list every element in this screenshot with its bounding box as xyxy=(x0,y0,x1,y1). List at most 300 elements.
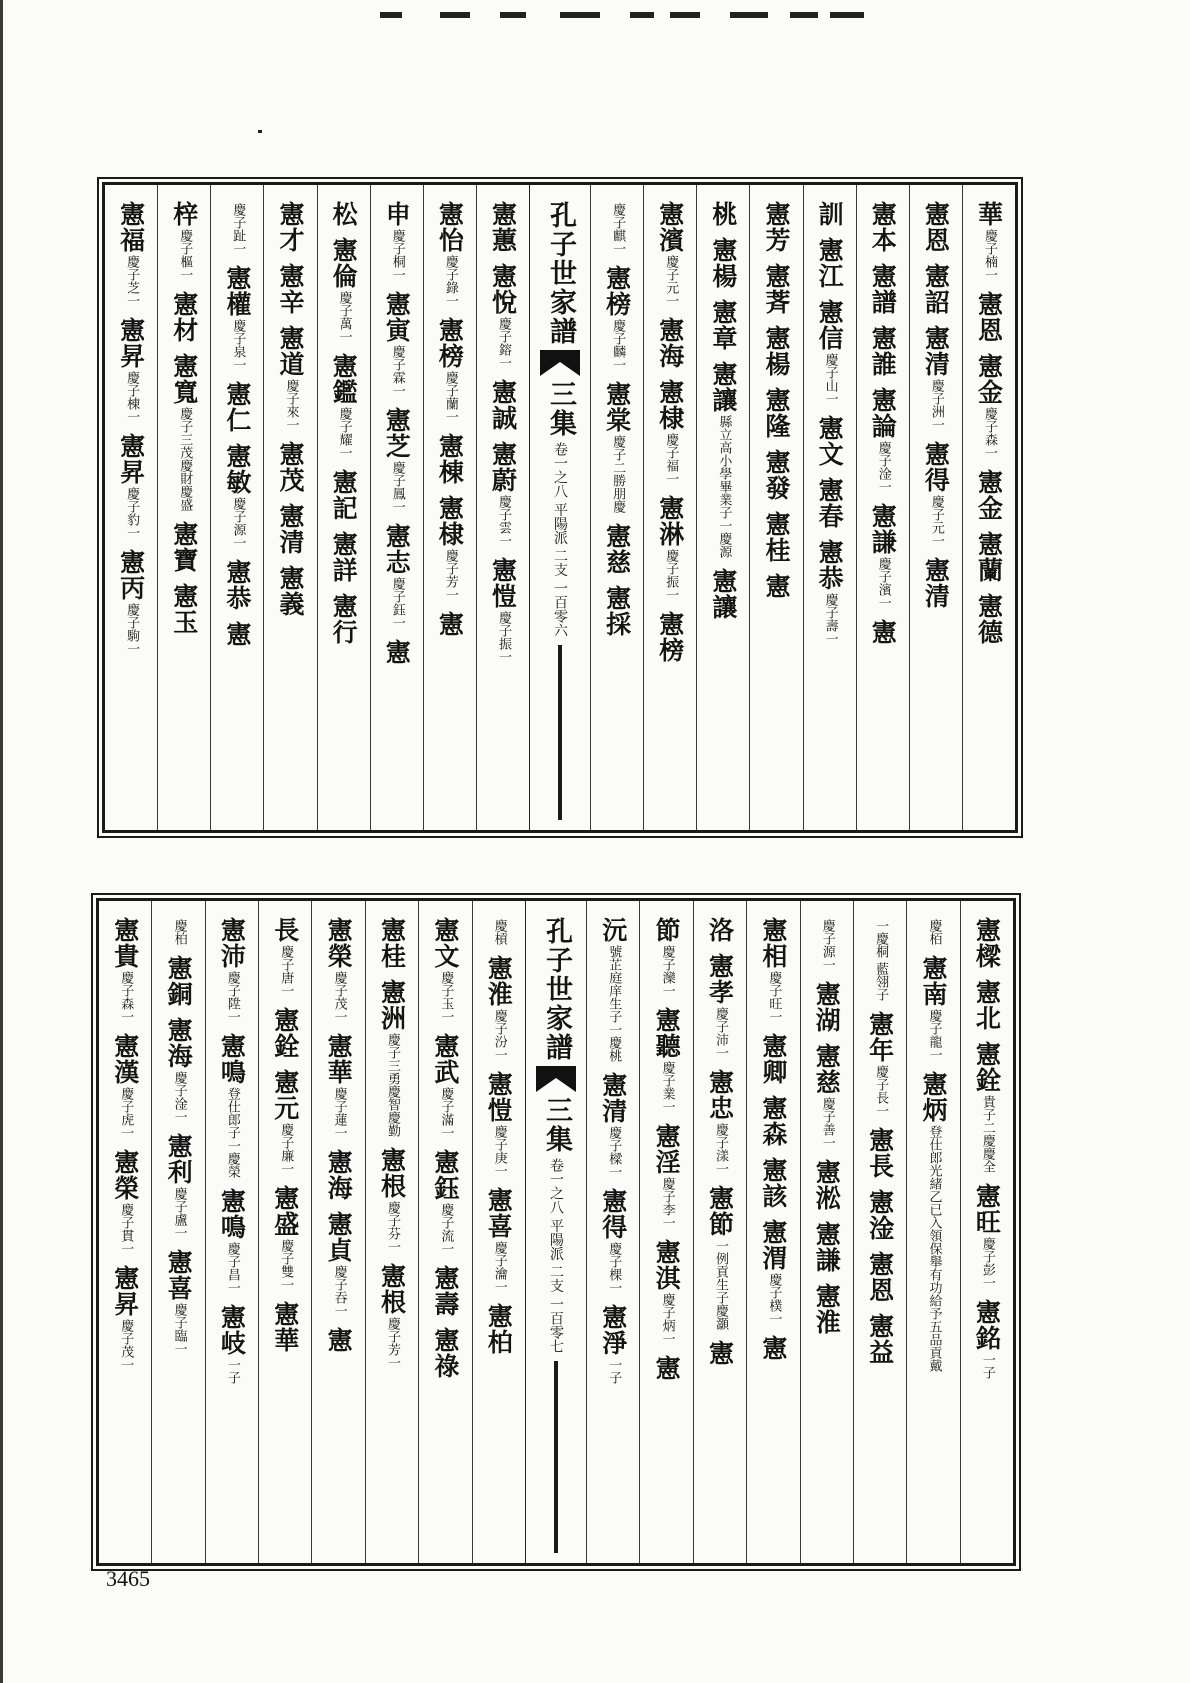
genealogy-entry xyxy=(111,1149,140,1255)
descendant-note: 慶子廉一 xyxy=(278,1123,294,1175)
person-name: 憲該 xyxy=(758,1157,788,1209)
genealogy-entry xyxy=(117,317,146,423)
person-name: 憲 xyxy=(382,639,412,665)
person-name: 憲清 xyxy=(921,325,951,377)
genealogy-column xyxy=(263,185,316,830)
descendant-note: 一例貢生子慶灝 xyxy=(713,1239,729,1330)
genealogy-entry xyxy=(709,361,738,558)
genealogy-column xyxy=(418,901,471,1563)
genealogy-entry xyxy=(972,979,1001,1031)
descendant-note: 慶子趾一 xyxy=(230,203,246,255)
genealogy-column xyxy=(365,901,418,1563)
genealogy-entry xyxy=(706,917,735,943)
descendant-note: 慶子二勝朋慶 xyxy=(610,435,626,513)
genealogy-entry xyxy=(382,639,411,665)
descendant-note: 貴子二慶慶全 xyxy=(979,1095,995,1173)
genealogy-column xyxy=(906,901,959,1563)
person-name: 憲榮 xyxy=(110,1149,140,1201)
genealogy-entry xyxy=(820,917,834,971)
genealogy-entry xyxy=(223,265,252,371)
person-name: 憲華 xyxy=(270,1301,300,1353)
genealogy-entry xyxy=(164,1133,193,1239)
genealogy-entry xyxy=(868,263,897,315)
genealogy-entry xyxy=(709,237,738,289)
genealogy-entry xyxy=(271,1007,300,1059)
person-name: 憲昇 xyxy=(110,1265,140,1317)
person-name: 憲武 xyxy=(430,1033,460,1085)
person-name: 憲昇 xyxy=(116,433,146,485)
genealogy-entry xyxy=(656,611,685,663)
person-name: 憲根 xyxy=(377,1147,407,1199)
genealogy-entry xyxy=(329,353,358,459)
scan-artifact-top xyxy=(230,8,930,26)
person-name: 憲寶 xyxy=(169,521,199,573)
genealogy-entry xyxy=(610,201,624,255)
person-name: 憲敏 xyxy=(222,443,252,495)
person-name: 憲喜 xyxy=(164,1249,194,1301)
person-name: 憲楊 xyxy=(761,325,791,377)
genealogy-entry xyxy=(164,955,193,1007)
genealogy-entry xyxy=(435,433,464,485)
genealogy-column xyxy=(749,185,802,830)
person-name: 憲恭 xyxy=(222,559,252,611)
person-name: 憲海 xyxy=(164,1017,194,1069)
genealogy-entry xyxy=(812,1159,841,1211)
genealogy-entry xyxy=(435,317,464,423)
fold-rule xyxy=(554,1361,558,1553)
person-name: 憲淫 xyxy=(652,1123,682,1175)
person-name: 憲喜 xyxy=(484,1187,514,1239)
genealogy-column xyxy=(157,185,210,830)
genealogy-entry xyxy=(111,917,140,1023)
descendant-note: 一子 xyxy=(606,1358,622,1384)
person-name: 憲恩 xyxy=(865,1251,895,1304)
genealogy-entry xyxy=(812,981,841,1033)
genealogy-entry xyxy=(111,1265,140,1371)
person-name: 憲得 xyxy=(598,1188,628,1240)
genealogy-entry xyxy=(921,263,950,315)
person-name: 憲鑑 xyxy=(329,353,359,405)
person-name: 憲辛 xyxy=(275,263,305,315)
genealogy-entry xyxy=(484,1303,513,1355)
person-name: 憲清 xyxy=(921,557,951,609)
person-name: 憲謙 xyxy=(812,1221,842,1273)
genealogy-entry xyxy=(926,917,940,945)
person-name: 憲相 xyxy=(758,917,788,969)
descendant-note: 慶槓 xyxy=(491,919,507,945)
center-fold xyxy=(536,917,576,1563)
genealogy-column xyxy=(909,185,962,830)
genealogy-entry xyxy=(868,201,897,253)
genealogy-entry xyxy=(170,291,199,343)
descendant-note: 登仕郎光緒乙已入領保舉有功給予五品貢戴 xyxy=(926,1125,942,1372)
genealogy-entry xyxy=(431,1149,460,1255)
genealogy-column xyxy=(105,185,157,830)
genealogy-entry xyxy=(868,387,897,493)
genealogy-entry xyxy=(972,1299,1001,1379)
book-title: 孔子世家譜 xyxy=(545,201,577,346)
genealogy-entry xyxy=(762,325,791,377)
genealogy-column xyxy=(693,901,746,1563)
genealogy-entry xyxy=(382,291,411,397)
person-name: 憲恩 xyxy=(974,291,1004,343)
person-name: 憲棣 xyxy=(655,379,685,431)
genealogy-page-top xyxy=(102,182,1018,833)
genealogy-entry xyxy=(230,201,244,255)
genealogy-entry xyxy=(329,531,358,583)
person-name: 憲文 xyxy=(815,415,845,467)
descendant-note: 慶子雙一 xyxy=(278,1239,294,1291)
person-name: 憲讓 xyxy=(708,361,738,413)
person-name: 憲道 xyxy=(275,325,305,377)
genealogy-entry xyxy=(276,325,305,431)
person-name: 憲昇 xyxy=(116,317,146,369)
genealogy-entry xyxy=(759,1157,788,1209)
genealogy-column xyxy=(311,901,364,1563)
descendant-note: 慶子汾一 xyxy=(491,1009,507,1061)
volume-info: 卷一之八 平陽派 二支 一百零六 xyxy=(552,442,569,638)
person-name: 憲義 xyxy=(275,565,305,617)
genealogy-entry xyxy=(759,917,788,1023)
descendant-note: 登仕郎子一慶榮 xyxy=(224,1087,240,1178)
person-name: 憲楊 xyxy=(708,237,738,289)
genealogy-entry xyxy=(431,1033,460,1139)
person-name: 憲萕 xyxy=(761,263,791,315)
descendant-note: 慶子元一 xyxy=(928,495,944,547)
descendant-note: 慶子善一 xyxy=(819,1097,835,1149)
genealogy-entry xyxy=(599,1072,628,1178)
person-name: 憲淨 xyxy=(598,1304,628,1356)
book-title: 孔子世家譜 xyxy=(541,917,573,1062)
descendant-note: 慶子錄一 xyxy=(442,255,458,307)
genealogy-entry xyxy=(492,917,506,945)
person-name: 憲本 xyxy=(868,201,898,253)
person-name: 憲卿 xyxy=(758,1033,788,1085)
descendant-note: 慶子業一 xyxy=(659,1061,675,1113)
person-name: 憲信 xyxy=(815,299,845,351)
genealogy-entry xyxy=(706,1340,735,1366)
genealogy-entry xyxy=(866,1127,895,1179)
descendant-note: 慶子森一 xyxy=(981,407,997,459)
genealogy-entry xyxy=(164,1249,193,1355)
person-name: 憲海 xyxy=(655,317,685,369)
genealogy-column xyxy=(853,901,906,1563)
descendant-note: 慶子茂一 xyxy=(331,971,347,1023)
person-name: 憲榜 xyxy=(435,317,465,369)
person-name: 長 xyxy=(270,917,300,943)
person-name: 憲淦 xyxy=(865,1189,895,1242)
genealogy-entry xyxy=(170,583,199,635)
person-name: 憲海 xyxy=(324,1149,354,1201)
genealogy-entry xyxy=(656,379,685,485)
genealogy-entry xyxy=(709,299,738,351)
genealogy-entry xyxy=(276,441,305,493)
genealogy-entry xyxy=(488,201,517,253)
descendant-note: 慶子元一 xyxy=(663,255,679,307)
person-name: 憲發 xyxy=(761,449,791,501)
genealogy-column xyxy=(803,185,856,830)
descendant-note: 慶子棵一 xyxy=(606,1242,622,1294)
genealogy-entry xyxy=(164,1017,193,1123)
person-name: 憲寬 xyxy=(169,353,199,405)
genealogy-entry xyxy=(599,917,628,1062)
descendant-note: 慶子沛一 xyxy=(713,1007,729,1059)
descendant-note: 慶子昌一 xyxy=(224,1242,240,1294)
genealogy-entry xyxy=(170,521,199,573)
descendant-note: 慶子楠一 xyxy=(981,229,997,281)
genealogy-entry xyxy=(484,1071,513,1177)
person-name: 憲芝 xyxy=(382,407,412,459)
person-name: 憲慈 xyxy=(812,1043,842,1095)
person-name: 憲蔚 xyxy=(488,441,518,493)
person-name: 憲論 xyxy=(868,387,898,439)
person-name: 憲春 xyxy=(815,477,845,529)
genealogy-entry xyxy=(117,201,146,307)
person-name: 憲年 xyxy=(865,1011,895,1064)
descendant-note: 慶子淦一 xyxy=(171,1071,187,1123)
genealogy-entry xyxy=(324,917,353,1023)
genealogy-entry xyxy=(974,353,1003,459)
genealogy-column xyxy=(472,901,525,1563)
genealogy-entry xyxy=(652,917,681,997)
descendant-note: 慶子樑一 xyxy=(606,1126,622,1178)
genealogy-column xyxy=(696,185,749,830)
person-name: 憲盛 xyxy=(270,1185,300,1237)
person-name: 憲銓 xyxy=(972,1041,1002,1093)
person-name: 憲謙 xyxy=(868,503,898,555)
descendant-note: 慶子壽一 xyxy=(822,593,838,645)
genealogy-entry xyxy=(868,503,897,609)
genealogy-column xyxy=(423,185,476,830)
person-name: 憲貞 xyxy=(324,1211,354,1263)
genealogy-column xyxy=(317,185,370,830)
descendant-note: 慶子炳一 xyxy=(659,1293,675,1345)
person-name: 憲金 xyxy=(974,353,1004,405)
genealogy-entry xyxy=(170,353,199,511)
person-name: 憲漢 xyxy=(110,1033,140,1085)
descendant-note: 慶子虎一 xyxy=(118,1087,134,1139)
genealogy-entry xyxy=(656,317,685,369)
person-name: 憲蕙 xyxy=(488,201,518,253)
genealogy-entry xyxy=(431,1265,460,1317)
person-name: 憲誰 xyxy=(868,325,898,377)
person-name: 憲才 xyxy=(275,201,305,253)
genealogy-entry xyxy=(378,979,407,1137)
descendant-note: 慶子茂一 xyxy=(118,1319,134,1371)
genealogy-entry xyxy=(488,379,517,431)
descendant-note: 慶子振一 xyxy=(663,549,679,601)
genealogy-entry xyxy=(276,565,305,617)
genealogy-entry xyxy=(276,263,305,315)
genealogy-entry xyxy=(217,1304,246,1384)
person-name: 憲榜 xyxy=(602,265,632,317)
descendant-note: 慶子桐一 xyxy=(389,229,405,281)
descendant-note: 慶子森一 xyxy=(118,971,134,1023)
person-name: 憲淞 xyxy=(812,1159,842,1211)
descendant-note: 慶子彭一 xyxy=(979,1237,995,1289)
descendant-note: 慶子福一 xyxy=(663,433,679,485)
person-name: 憲志 xyxy=(382,523,412,575)
genealogy-column xyxy=(590,185,643,830)
descendant-note: 慶子庚一 xyxy=(491,1125,507,1177)
person-name: 憲蘭 xyxy=(974,531,1004,583)
descendant-note: 慶子棟一 xyxy=(124,371,140,423)
genealogy-entry xyxy=(759,1095,788,1147)
page-number: 3465 xyxy=(106,1566,150,1591)
descendant-note: 慶子三茂慶財慶盛 xyxy=(177,407,193,511)
genealogy-entry xyxy=(329,237,358,343)
genealogy-entry xyxy=(603,523,632,575)
person-name: 憲福 xyxy=(116,201,146,253)
descendant-note: 慶子鈺一 xyxy=(389,577,405,629)
descendant-note: 慶子唐一 xyxy=(278,945,294,997)
descendant-note: 慶子麟一 xyxy=(610,319,626,371)
descendant-note: 慶子濱一 xyxy=(875,557,891,609)
genealogy-entry xyxy=(117,549,146,655)
descendant-note: 慶子漾一 xyxy=(713,1123,729,1175)
descendant-note: 慶子陞一 xyxy=(224,971,240,1023)
person-name: 憲採 xyxy=(602,585,632,637)
descendant-note: 號芷庭庠生子一慶桃 xyxy=(606,945,622,1062)
genealogy-entry xyxy=(868,619,897,645)
genealogy-entry xyxy=(759,1033,788,1085)
person-name: 憲炳 xyxy=(918,1071,948,1123)
person-name: 憲 xyxy=(868,619,898,645)
person-name: 憲金 xyxy=(974,469,1004,521)
scan-speck xyxy=(258,130,262,133)
descendant-note: 慶子源一 xyxy=(819,919,835,971)
genealogy-entry xyxy=(815,201,844,227)
person-name: 憲丙 xyxy=(116,549,146,601)
genealogy-entry xyxy=(762,201,791,253)
descendant-note: 慶子滿一 xyxy=(438,1087,454,1139)
genealogy-page-bottom xyxy=(96,898,1016,1566)
genealogy-entry xyxy=(488,263,517,369)
descendant-note: 慶子駒一 xyxy=(124,603,140,655)
person-name: 憲壽 xyxy=(430,1265,460,1317)
descendant-note: 慶子鳳一 xyxy=(389,461,405,513)
genealogy-entry xyxy=(484,1187,513,1293)
genealogy-entry xyxy=(435,201,464,307)
descendant-note: 慶子長一 xyxy=(873,1065,889,1118)
genealogy-entry xyxy=(762,387,791,439)
person-name: 憲銓 xyxy=(270,1007,300,1059)
person-name: 憲 xyxy=(705,1340,735,1366)
genealogy-column xyxy=(962,185,1015,830)
genealogy-entry xyxy=(919,1071,948,1372)
person-name: 憲益 xyxy=(865,1313,895,1366)
genealogy-entry xyxy=(378,1263,407,1369)
person-name: 憲孝 xyxy=(705,953,735,1005)
person-name: 桃 xyxy=(708,201,738,227)
genealogy-entry xyxy=(599,1304,628,1384)
genealogy-entry xyxy=(111,1033,140,1139)
genealogy-entry xyxy=(656,201,685,307)
person-name: 憲芳 xyxy=(761,201,791,253)
genealogy-entry xyxy=(652,1239,681,1345)
person-name: 憲洲 xyxy=(377,979,407,1031)
person-name: 憲章 xyxy=(708,299,738,351)
genealogy-entry xyxy=(271,917,300,997)
person-name: 申 xyxy=(382,201,412,227)
person-name: 憲江 xyxy=(815,237,845,289)
person-name: 憲湖 xyxy=(812,981,842,1033)
person-name: 沅 xyxy=(598,917,628,943)
genealogy-column xyxy=(370,185,423,830)
genealogy-entry xyxy=(815,237,844,289)
genealogy-entry xyxy=(223,381,252,433)
descendant-note: 慶子盧一 xyxy=(171,1187,187,1239)
genealogy-entry xyxy=(172,917,186,945)
descendant-note: 慶子芳一 xyxy=(385,1317,400,1369)
genealogy-entry xyxy=(652,1123,681,1229)
person-name: 憲北 xyxy=(972,979,1002,1031)
fold-rule xyxy=(558,645,562,820)
person-name: 憲倫 xyxy=(329,237,359,289)
genealogy-entry xyxy=(762,263,791,315)
descendant-note: 一慶桐 藍翎子 xyxy=(873,919,889,1002)
person-name: 憲聽 xyxy=(652,1007,682,1059)
person-name: 憲 xyxy=(222,621,252,647)
descendant-note: 慶子瀹一 xyxy=(491,1241,507,1293)
genealogy-entry xyxy=(603,381,632,513)
person-name: 憲棣 xyxy=(435,495,465,547)
descendant-note: 慶栢 xyxy=(926,919,942,945)
genealogy-column xyxy=(205,901,258,1563)
person-name: 憲貴 xyxy=(110,917,140,969)
person-name: 憲玉 xyxy=(169,583,199,635)
person-name: 洛 xyxy=(705,917,735,943)
person-name: 憲淮 xyxy=(812,1283,842,1335)
descendant-note: 慶子蘭一 xyxy=(442,371,458,423)
person-name: 憲長 xyxy=(865,1127,895,1180)
person-name: 憲濱 xyxy=(655,201,685,253)
descendant-note: 一子 xyxy=(979,1353,995,1379)
descendant-note: 慶子萬一 xyxy=(336,291,352,343)
person-name: 憲銘 xyxy=(972,1299,1002,1351)
person-name: 憲慈 xyxy=(602,523,632,575)
genealogy-entry xyxy=(919,955,948,1061)
genealogy-entry xyxy=(223,621,252,647)
genealogy-entry xyxy=(974,291,1003,343)
descendant-note: 慶子流一 xyxy=(438,1203,454,1255)
genealogy-entry xyxy=(431,1327,460,1379)
genealogy-entry xyxy=(271,1301,300,1353)
person-name: 憲行 xyxy=(329,593,359,645)
genealogy-entry xyxy=(709,568,738,620)
descendant-note: 慶子泉一 xyxy=(230,319,246,371)
descendant-note: 慶子三勇慶智慶勤 xyxy=(385,1033,400,1137)
genealogy-column xyxy=(258,901,311,1563)
genealogy-entry xyxy=(217,1033,246,1178)
person-name: 憲詔 xyxy=(921,263,951,315)
genealogy-entry xyxy=(921,325,950,431)
person-name: 憲 xyxy=(435,611,465,637)
genealogy-column xyxy=(210,185,263,830)
genealogy-column xyxy=(643,185,696,830)
person-name: 憲淇 xyxy=(652,1239,682,1291)
descendant-note: 慶子芝一 xyxy=(124,255,140,307)
genealogy-entry xyxy=(329,469,358,521)
genealogy-entry xyxy=(324,1327,353,1353)
descendant-note: 慶子蓮一 xyxy=(331,1087,347,1139)
person-name: 憲寅 xyxy=(382,291,412,343)
descendant-note: 慶子來一 xyxy=(283,379,299,431)
descendant-note: 慶子源一 xyxy=(230,497,246,549)
person-name: 憲元 xyxy=(270,1069,300,1121)
genealogy-column xyxy=(99,901,151,1563)
person-name: 憲詳 xyxy=(329,531,359,583)
